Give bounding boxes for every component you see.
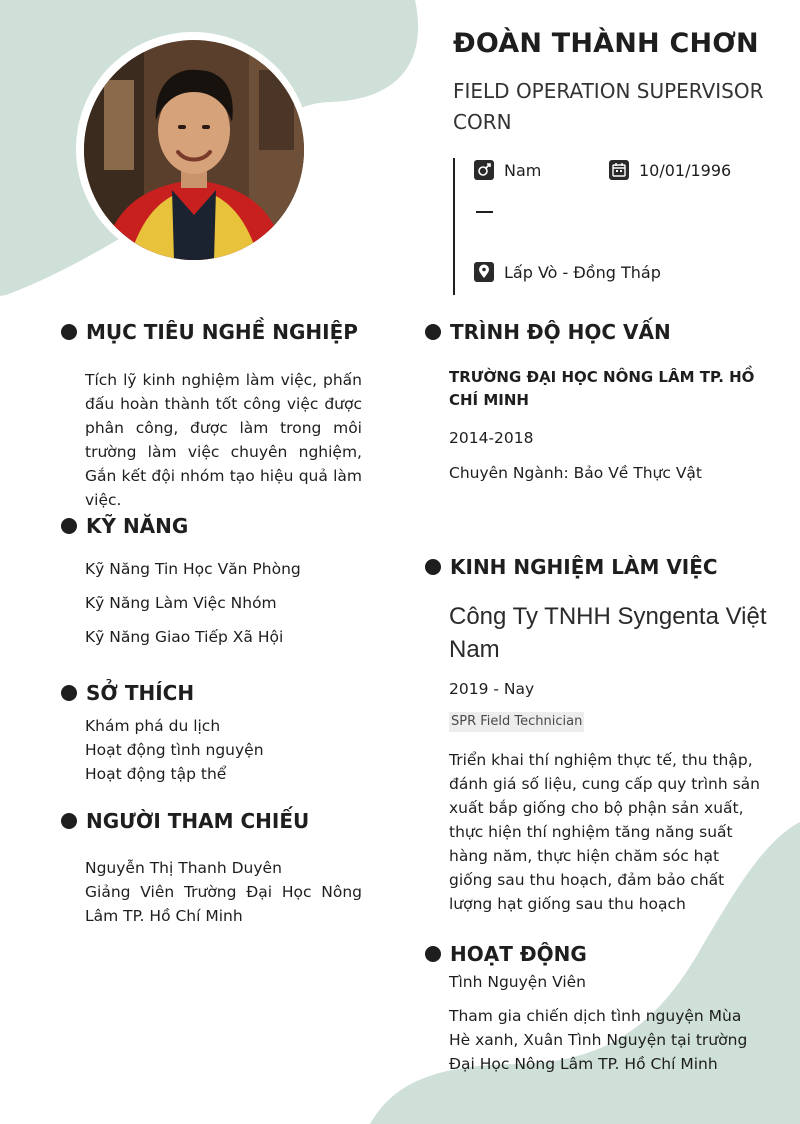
hobby-item: Hoạt động tập thể	[85, 765, 227, 783]
section-bullet	[61, 518, 77, 534]
skill-item: Kỹ Năng Làm Việc Nhóm	[85, 594, 277, 612]
phone-placeholder-dash	[476, 211, 493, 213]
hobbies-heading-text: SỞ THÍCH	[86, 681, 195, 705]
job-title: FIELD OPERATION SUPERVISOR CORN	[453, 79, 764, 134]
hobby-item: Hoạt động tình nguyện	[85, 741, 264, 759]
avatar-photo	[84, 40, 304, 260]
hobbies-heading	[61, 681, 194, 705]
skills-heading-text: KỸ NĂNG	[86, 514, 189, 538]
experience-heading-text: KINH NGHIỆM LÀM VIỆC	[450, 555, 718, 579]
experience-period: 2019 - Nay	[449, 680, 535, 698]
activities-description: Tham gia chiến dịch tình nguyện Mùa Hè xanh, Xuân Tình Nguyện tại trường Đại Học Nông Lâm TP. Hồ Chí Minh	[449, 1007, 748, 1073]
section-bullet	[425, 559, 441, 575]
skill-item: Kỹ Năng Tin Học Văn Phòng	[85, 560, 301, 578]
info-divider	[453, 158, 455, 295]
hobby-item: Khám phá du lịch	[85, 717, 221, 735]
reference-position: Giảng Viên Trường Đại Học Nông Lâm TP. Hồ Chí Minh	[85, 883, 362, 925]
objective-heading	[61, 320, 358, 344]
experience-company: Công Ty TNHH Syngenta Việt Nam	[449, 603, 767, 663]
birthdate-info	[609, 160, 731, 180]
candidate-name: ĐOÀN THÀNH CHƠN	[453, 28, 759, 59]
location-pin-icon	[474, 262, 494, 282]
objective-text: Tích lỹ kinh nghiệm làm việc, phấn đấu hoàn thành tốt công việc được phân công, được làm trong môi trường làm việc chuyên nghiệm, Gắn kết đội nhóm tạo hiệu quả làm việc.	[85, 371, 362, 509]
address-info	[474, 262, 661, 282]
section-bullet	[425, 324, 441, 340]
gender-value: Nam	[504, 160, 542, 180]
birthdate-value: 10/01/1996	[639, 160, 732, 180]
references-heading	[61, 809, 309, 833]
section-bullet	[61, 324, 77, 340]
references-heading-text: NGƯỜI THAM CHIẾU	[86, 809, 310, 833]
experience-role: SPR Field Technician	[449, 712, 584, 732]
address-value: Lấp Vò - Đồng Tháp	[504, 262, 661, 282]
education-years: 2014-2018	[449, 429, 534, 447]
calendar-icon	[609, 160, 629, 180]
section-bullet	[61, 685, 77, 701]
education-major: Chuyên Ngành: Bảo Về Thực Vật	[449, 464, 703, 482]
skills-heading	[61, 514, 188, 538]
skill-item: Kỹ Năng Giao Tiếp Xã Hội	[85, 628, 284, 646]
section-bullet	[61, 813, 77, 829]
experience-description: Triển khai thí nghiệm thực tế, thu thập, đánh giá số liệu, cung cấp quy trình sản xuất bắp giống cho bộ phận sản xuất, thực hiện thí nghiệm tăng năng suất hàng năm, thực hiện chăm sóc hạt giống sau thu hoạch, đảm bảo chất lượng hạt giống sau thu hoạch	[449, 751, 761, 913]
activities-role: Tình Nguyện Viên	[449, 973, 586, 991]
gender-info	[474, 160, 541, 180]
experience-heading	[425, 555, 718, 579]
hobby-list	[85, 714, 264, 786]
education-heading-text: TRÌNH ĐỘ HỌC VẤN	[450, 320, 671, 344]
reference-name: Nguyễn Thị Thanh Duyên	[85, 859, 282, 877]
gender-icon	[474, 160, 494, 180]
objective-heading-text: MỤC TIÊU NGHỀ NGHIỆP	[86, 320, 358, 344]
section-bullet	[425, 946, 441, 962]
education-school: TRƯỜNG ĐẠI HỌC NÔNG LÂM TP. HỒ CHÍ MINH	[449, 368, 755, 409]
activities-heading-text: HOẠT ĐỘNG	[450, 942, 587, 966]
activities-heading	[425, 942, 587, 966]
education-heading	[425, 320, 671, 344]
